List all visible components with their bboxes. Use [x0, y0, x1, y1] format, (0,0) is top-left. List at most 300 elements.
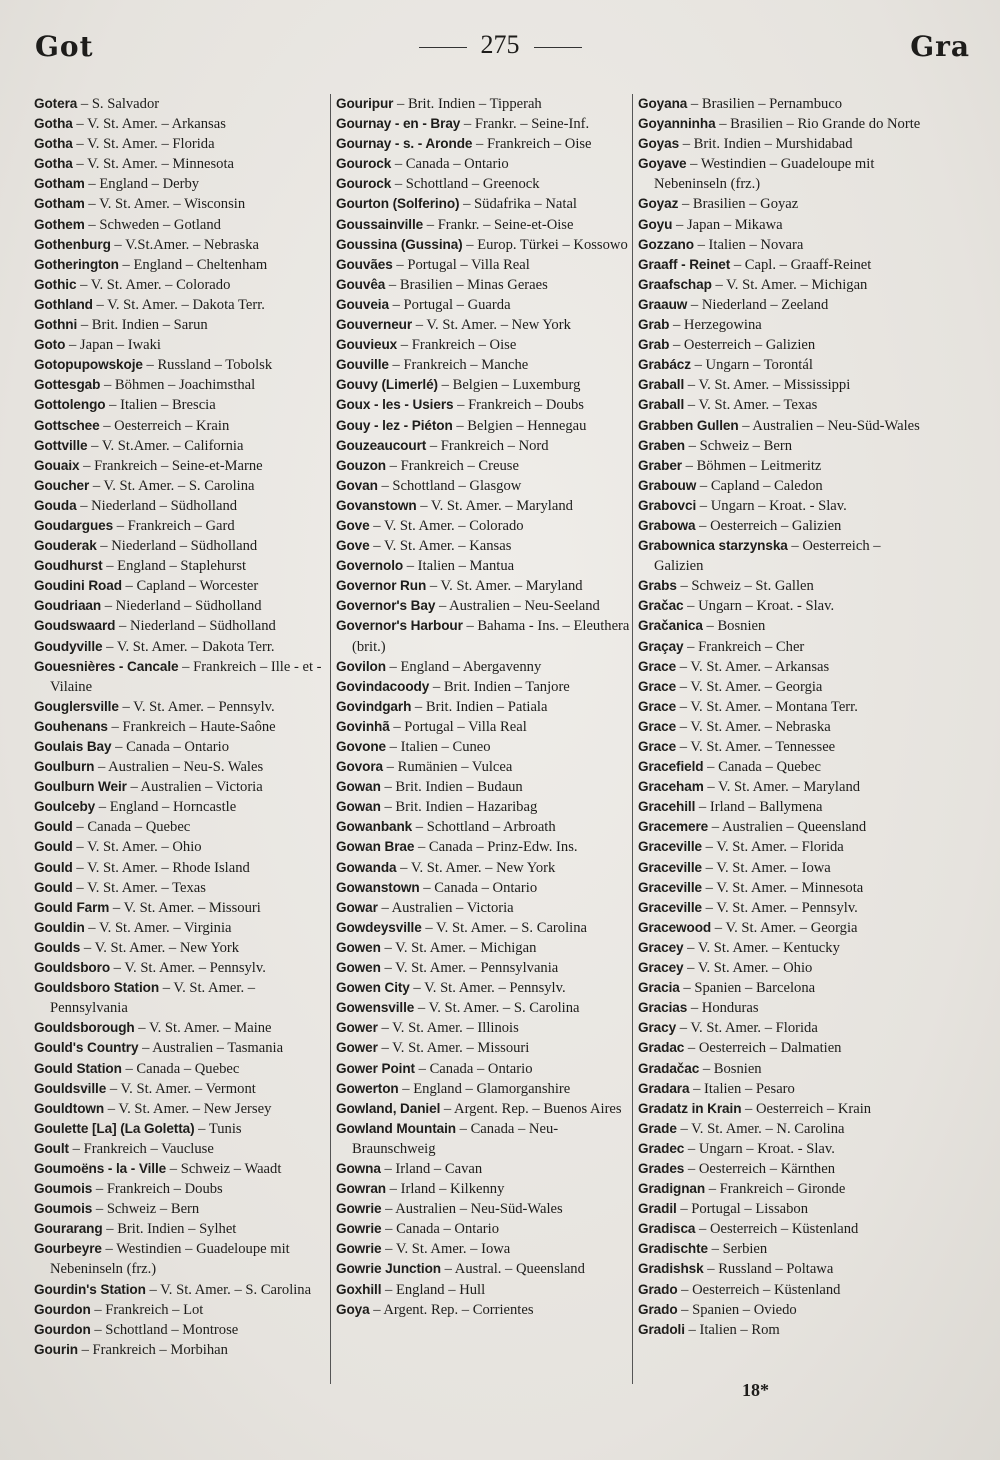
entry-location: – Oesterreich – Küstenland: [695, 1221, 859, 1238]
gazetteer-entry: [336, 315, 630, 335]
entry-headword: Gourdon: [34, 1321, 91, 1337]
entry-headword: Gourbeyre: [34, 1241, 102, 1257]
entry-headword: Gowen: [336, 960, 381, 976]
gazetteer-entry: [336, 958, 630, 978]
gazetteer-entry: [34, 637, 326, 657]
entry-headword: Gouvieux: [336, 337, 398, 353]
gazetteer-entry: [34, 1199, 326, 1219]
entry-headword: Gowan: [336, 799, 381, 815]
entry-headword: Goxhill: [336, 1281, 382, 1297]
entry-location: – V. St. Amer. – Florida: [676, 1020, 818, 1037]
gazetteer-entry: [34, 94, 326, 114]
entry-location: – Australien – Neu-Seeland: [435, 598, 600, 615]
entry-headword: Grab: [638, 337, 670, 353]
gazetteer-entry: [336, 215, 630, 235]
gazetteer-entry: [34, 978, 326, 1018]
entry-headword: Gracehill: [638, 799, 696, 815]
gazetteer-entry: [34, 898, 326, 918]
entry-location: – Böhmen – Joachimsthal: [100, 377, 256, 394]
entry-location: – V. St. Amer. – S. Carolina: [414, 1000, 580, 1017]
entry-location: – Frankreich – Oise: [472, 136, 592, 153]
gazetteer-entry: [336, 1119, 630, 1159]
entry-headword: Gowland Mountain: [336, 1120, 456, 1136]
entry-location: – Brasilien – Pernambuco: [687, 96, 843, 112]
entry-location: – V. St. Amer. – Michigan: [380, 939, 537, 956]
entry-location: – V. St. Amer. – Virginia: [84, 919, 232, 936]
gazetteer-entry: [638, 1320, 930, 1340]
entry-headword: Gottschee: [34, 417, 100, 433]
entry-location: – Schottland – Greenock: [391, 176, 540, 193]
entry-headword: Graceham: [638, 779, 704, 795]
entry-location: – Australien – Neu-S. Wales: [94, 759, 264, 776]
entry-headword: Gracefield: [638, 759, 704, 775]
entry-location: – V. St. Amer. – Pennsylv.: [702, 899, 858, 916]
entry-location: – Frankreich – Creuse: [386, 457, 519, 474]
entry-headword: Gourock: [336, 176, 392, 192]
entry-location: – England – Hull: [381, 1281, 486, 1298]
entry-headword: Gradoli: [638, 1321, 685, 1337]
gazetteer-entry: [34, 215, 326, 235]
entry-headword: Grace: [638, 678, 677, 694]
entry-location: – Niederland – Zeeland: [687, 296, 829, 313]
entry-headword: Goulds: [34, 939, 81, 955]
gazetteer-entry: [336, 1179, 630, 1199]
entry-headword: Gouaix: [34, 457, 80, 473]
entry-headword: Grace: [638, 658, 677, 674]
entry-location: – Honduras: [687, 1000, 759, 1017]
entry-headword: Goyave: [638, 156, 687, 172]
gazetteer-entry: [34, 1139, 326, 1159]
entry-headword: Gourton (Solferino): [336, 196, 460, 212]
signature-mark: 18*: [742, 1380, 769, 1400]
entry-headword: Gracy: [638, 1020, 677, 1036]
gazetteer-entry: [638, 797, 930, 817]
entry-headword: Gradačac: [638, 1060, 700, 1076]
entry-location: – V. St. Amer. – N. Carolina: [676, 1120, 845, 1137]
entry-location: – Spanien – Barcelona: [679, 980, 816, 997]
entry-location: – V. St. Amer. – New Jersey: [104, 1100, 272, 1117]
gazetteer-entry: [336, 355, 630, 375]
gazetteer-entry: [638, 315, 930, 335]
gazetteer-entry: [638, 416, 930, 436]
entry-headword: Gracey: [638, 960, 684, 976]
gazetteer-entry: [34, 1239, 326, 1279]
entry-location: – Serbien: [708, 1241, 768, 1258]
entry-location: – Irland – Kilkenny: [386, 1181, 505, 1198]
entry-headword: Goulburn Weir: [34, 779, 127, 795]
entry-location: – V. St. Amer. – S. Carolina: [145, 1281, 312, 1298]
entry-location: – Canada – Ontario: [391, 156, 509, 173]
entry-headword: Gouzon: [336, 457, 386, 473]
gazetteer-entry: [34, 1079, 326, 1099]
gazetteer-entry: [638, 1179, 930, 1199]
entry-location: – Brasilien – Goyaz: [678, 196, 799, 213]
gazetteer-entry: [34, 556, 326, 576]
entry-location: – Australien – Victoria: [377, 899, 514, 916]
entry-headword: Gozzano: [638, 236, 694, 252]
entry-headword: Gourin: [34, 1341, 78, 1357]
entry-headword: Goudargues: [34, 517, 114, 533]
entry-location: – V. St. Amer. – Maryland: [416, 497, 573, 514]
gazetteer-entry: [638, 1139, 930, 1159]
entry-location: – Canada – Quebec: [121, 1060, 240, 1077]
entry-location: – V. St. Amer. – Kansas: [369, 538, 512, 555]
entry-headword: Grades: [638, 1160, 685, 1176]
entry-location: – Bahama - Ins. – Eleuthera (brit.): [352, 618, 630, 655]
gazetteer-entry: [34, 436, 326, 456]
entry-headword: Goudriaan: [34, 598, 102, 614]
entry-headword: Grabownica starzynska: [638, 538, 788, 554]
gazetteer-entry: [336, 194, 630, 214]
gazetteer-entry: [336, 817, 630, 837]
gazetteer-entry: [34, 817, 326, 837]
entry-headword: Goto: [34, 337, 66, 353]
gazetteer-entry: [638, 1059, 930, 1079]
gazetteer-entry: [638, 395, 930, 415]
gazetteer-entry: [336, 898, 630, 918]
gazetteer-entry: [638, 516, 930, 536]
entry-headword: Gracia: [638, 980, 680, 996]
entry-headword: Goudswaard: [34, 618, 116, 634]
entry-headword: Grade: [638, 1120, 677, 1136]
gazetteer-entry: [336, 295, 630, 315]
entry-location: – Brasilien – Minas Geraes: [385, 276, 548, 293]
entry-headword: Gradatz in Krain: [638, 1100, 742, 1116]
entry-location: – Oesterreich – Küstenland: [677, 1281, 841, 1298]
entry-location: – Brit. Indien – Sarun: [77, 317, 208, 334]
entry-location: – Böhmen – Leitmeritz: [681, 457, 822, 474]
entry-headword: Gracey: [638, 939, 684, 955]
entry-location: – Portugal – Villa Real: [389, 718, 527, 735]
entry-location: – Frankreich – Nord: [426, 437, 549, 454]
entry-location: – Frankreich – Manche: [388, 357, 529, 374]
entry-location: – Frankreich – Gironde: [705, 1181, 846, 1198]
entry-headword: Graceville: [638, 859, 702, 875]
gazetteer-entry: [336, 1199, 630, 1219]
entry-location: – Frankreich – Doubs: [453, 397, 584, 414]
entry-headword: Gradil: [638, 1201, 677, 1217]
entry-headword: Gothenburg: [34, 236, 111, 252]
entry-headword: Gouripur: [336, 96, 394, 111]
entry-location: – Australien – Neu-Süd-Wales: [381, 1201, 563, 1218]
entry-location: – V. St. Amer. – Nebraska: [676, 718, 831, 735]
gazetteer-entry: [336, 717, 630, 737]
gazetteer-entry: [34, 918, 326, 938]
gazetteer-entry: [638, 355, 930, 375]
entry-headword: Gowrie Junction: [336, 1261, 441, 1277]
entry-location: – Russland – Tobolsk: [142, 357, 273, 374]
gazetteer-entry: [34, 1038, 326, 1058]
entry-location: – Schweden – Gotland: [84, 216, 221, 233]
entry-location: – Japan – Iwaki: [65, 337, 161, 354]
gazetteer-entry: [336, 616, 630, 656]
gazetteer-entry: [336, 878, 630, 898]
entry-headword: Gothic: [34, 276, 77, 292]
entry-headword: Gourdin's Station: [34, 1281, 146, 1297]
entry-location: – Schweiz – Bern: [685, 437, 792, 454]
gazetteer-entry: [638, 1038, 930, 1058]
entry-headword: Gower: [336, 1020, 378, 1036]
entry-headword: Grabowa: [638, 517, 696, 533]
gazetteer-entry: [34, 797, 326, 817]
entry-location: – Schottland – Glasgow: [377, 477, 522, 494]
entry-location: – Schottland – Montrose: [90, 1321, 239, 1338]
entry-location: – Brit. Indien – Budaun: [380, 779, 523, 796]
entry-headword: Gowen City: [336, 980, 410, 996]
entry-location: – Italien – Brescia: [105, 397, 216, 414]
column-divider-2: [632, 94, 633, 1384]
entry-headword: Gould: [34, 839, 73, 855]
entry-location: – V. St. Amer. – Texas: [684, 397, 818, 414]
entry-location: – Canada – Quebec: [72, 819, 191, 836]
entry-location: – Rumänien – Vulcea: [383, 759, 513, 776]
entry-location: – V. St. Amer. – Ohio: [72, 839, 202, 856]
entry-headword: Goumois: [34, 1201, 93, 1217]
gazetteer-entry: [34, 1280, 326, 1300]
gazetteer-entry: [34, 375, 326, 395]
entry-location: – Frankr. – Seine-Inf.: [460, 116, 590, 133]
entry-location: – Australien – Tasmania: [138, 1040, 284, 1057]
gazetteer-entry: [34, 777, 326, 797]
entry-location: – Herzegowina: [669, 317, 762, 334]
gazetteer-entry: [336, 174, 630, 194]
entry-headword: Gouvêa: [336, 276, 386, 292]
gazetteer-entry: [638, 898, 930, 918]
entry-location: – England – Staplehurst: [102, 558, 247, 575]
gazetteer-entry: [336, 456, 630, 476]
entry-location: – Frankreich – Lot: [90, 1301, 204, 1318]
entry-location: – England – Horncastle: [95, 799, 237, 816]
entry-headword: Gowrie: [336, 1241, 382, 1257]
entry-headword: Graceville: [638, 839, 702, 855]
gazetteer-entry: [34, 878, 326, 898]
entry-headword: Graçay: [638, 638, 684, 654]
column-2: [336, 94, 630, 1320]
entry-headword: Graball: [638, 377, 685, 393]
entry-location: – Schweiz – Waadt: [166, 1160, 282, 1177]
entry-location: – Frankreich – Seine-et-Marne: [79, 457, 263, 474]
gazetteer-entry: [34, 737, 326, 757]
entry-location: – Italien – Cuneo: [386, 739, 491, 755]
gazetteer-entry: [638, 737, 930, 757]
gazetteer-entry: [638, 194, 930, 214]
entry-headword: Govone: [336, 739, 387, 754]
entry-location: – Brit. Indien – Patiala: [411, 698, 548, 715]
gazetteer-entry: [638, 978, 930, 998]
entry-headword: Gowland, Daniel: [336, 1100, 441, 1116]
entry-headword: Gotherington: [34, 256, 119, 272]
gazetteer-entry: [638, 275, 930, 295]
gazetteer-entry: [34, 295, 326, 315]
gazetteer-entry: [638, 757, 930, 777]
gazetteer-entry: [34, 476, 326, 496]
entry-headword: Gove: [336, 517, 370, 533]
entry-headword: Gotham: [34, 176, 85, 192]
entry-location: – Ungarn – Torontál: [690, 357, 813, 374]
entry-headword: Govan: [336, 477, 378, 493]
gazetteer-entry: [638, 596, 930, 616]
entry-headword: Gothni: [34, 317, 78, 333]
gazetteer-entry: [638, 817, 930, 837]
entry-headword: Gouldsboro: [34, 960, 111, 976]
entry-headword: Gouldsboro Station: [34, 980, 160, 996]
gazetteer-entry: [336, 556, 630, 576]
entry-headword: Gračac: [638, 598, 684, 614]
entry-location: – Irland – Cavan: [380, 1160, 483, 1177]
entry-headword: Goyu: [638, 216, 673, 232]
entry-location: – Niederland – Südholland: [76, 497, 238, 514]
page-number-block: [0, 30, 1000, 60]
entry-location: – V. St. Amer. – Iowa: [381, 1241, 511, 1258]
entry-headword: Gowrie: [336, 1201, 382, 1217]
entry-location: – V. St. Amer. – Missouri: [377, 1040, 530, 1057]
entry-location: – Tunis: [194, 1120, 242, 1137]
entry-headword: Govinhã: [336, 718, 390, 734]
gazetteer-entry: [34, 335, 326, 355]
entry-location: – V. St. Amer. – New York: [80, 939, 240, 956]
gazetteer-entry: [336, 1300, 630, 1320]
gazetteer-entry: [336, 657, 630, 677]
entry-headword: Gothem: [34, 216, 85, 232]
gazetteer-entry: [336, 777, 630, 797]
entry-headword: Goulette [La] (La Goletta): [34, 1120, 195, 1136]
header-right-catchword: Gra: [910, 30, 970, 63]
gazetteer-entry: [638, 1219, 930, 1239]
gazetteer-entry: [336, 1018, 630, 1038]
entry-location: – Brasilien – Rio Grande do Norte: [715, 116, 921, 133]
entry-location: – V. St. Amer. – Wisconsin: [84, 196, 246, 213]
entry-location: – Argent. Rep. – Buenos Aires: [440, 1100, 622, 1117]
gazetteer-entry: [34, 154, 326, 174]
gazetteer-entry: [336, 1079, 630, 1099]
entry-location: – England – Glamorganshire: [398, 1080, 571, 1097]
entry-location: – Canada – Quebec: [703, 759, 822, 776]
entry-location: – Oesterreich – Galizien: [654, 538, 881, 575]
entry-headword: Gournay - en - Bray: [336, 116, 461, 132]
entry-headword: Graafschap: [638, 276, 712, 292]
entry-headword: Governor's Bay: [336, 598, 436, 614]
header-rule-left: [419, 47, 467, 48]
entry-location: – Capl. – Graaff-Reinet: [730, 256, 872, 273]
entry-location: – Schottland – Arbroath: [412, 819, 556, 836]
gazetteer-entry: [34, 596, 326, 616]
gazetteer-entry: [34, 255, 326, 275]
entry-location: – Belgien – Hennegau: [452, 417, 587, 434]
entry-headword: Gowna: [336, 1160, 381, 1176]
entry-location: – V. St. Amer. – S. Carolina: [89, 477, 255, 494]
gazetteer-entry: [336, 1239, 630, 1259]
entry-location: – Japan – Mikawa: [672, 216, 783, 233]
gazetteer-entry: [34, 1018, 326, 1038]
entry-location: – Schweiz – Bern: [92, 1201, 200, 1218]
gazetteer-entry: [638, 456, 930, 476]
entry-headword: Gouvães: [336, 256, 393, 272]
entry-location: – Australien – Queensland: [708, 819, 867, 836]
entry-location: – Australien – Victoria: [126, 779, 263, 796]
gazetteer-entry: [638, 1079, 930, 1099]
entry-headword: Gove: [336, 538, 370, 554]
entry-headword: Goumoëns - la - Ville: [34, 1160, 167, 1176]
gazetteer-entry: [34, 496, 326, 516]
gazetteer-entry: [638, 717, 930, 737]
entry-location: – Belgien – Luxemburg: [438, 377, 581, 394]
gazetteer-entry: [336, 235, 630, 255]
entry-headword: Goucher: [34, 477, 90, 493]
gazetteer-entry: [336, 978, 630, 998]
entry-location: – Russland – Poltawa: [703, 1261, 834, 1278]
entry-headword: Goudini Road: [34, 578, 122, 594]
gazetteer-entry: [336, 255, 630, 275]
entry-headword: Goulais Bay: [34, 739, 112, 754]
gazetteer-entry: [638, 215, 930, 235]
gazetteer-entry: [638, 576, 930, 596]
gazetteer-entry: [336, 134, 630, 154]
entry-location: – Canada – Ontario: [414, 1060, 533, 1077]
gazetteer-entry: [336, 516, 630, 536]
entry-location: – Ungarn – Kroat. - Slav.: [696, 497, 847, 514]
entry-headword: Gowanda: [336, 859, 397, 875]
entry-headword: Gotha: [34, 116, 73, 132]
gazetteer-entry: [638, 637, 930, 657]
entry-headword: Gowanstown: [336, 879, 420, 895]
entry-location: – Capland – Caledon: [696, 477, 823, 494]
entry-headword: Govindgarh: [336, 698, 412, 714]
gazetteer-entry: [34, 536, 326, 556]
entry-headword: Goulceby: [34, 799, 96, 815]
entry-location: – V. St. Amer. – Ohio: [683, 960, 813, 977]
entry-headword: Govindacoody: [336, 678, 430, 694]
entry-headword: Goya: [336, 1301, 370, 1317]
gazetteer-entry: [336, 335, 630, 355]
entry-headword: Goux - les - Usiers: [336, 397, 454, 413]
gazetteer-entry: [34, 697, 326, 717]
gazetteer-entry: [34, 1300, 326, 1320]
gazetteer-entry: [34, 1059, 326, 1079]
entry-headword: Gračanica: [638, 618, 703, 634]
entry-headword: Gradignan: [638, 1181, 706, 1197]
gazetteer-entry: [336, 938, 630, 958]
gazetteer-entry: [34, 757, 326, 777]
entry-location: – Capland – Worcester: [121, 578, 259, 595]
gazetteer-entry: [34, 516, 326, 536]
entry-location: – V.St.Amer. – Nebraska: [110, 236, 260, 253]
entry-headword: Gottville: [34, 437, 88, 453]
gazetteer-entry: [336, 998, 630, 1018]
entry-location: – Ungarn – Kroat. - Slav.: [683, 598, 835, 615]
entry-location: – Bosnien: [702, 618, 766, 635]
entry-location: – Oesterreich – Galizien: [695, 517, 842, 534]
entry-location: – Brit. Indien – Hazaribag: [380, 799, 538, 816]
gazetteer-entry: [638, 677, 930, 697]
entry-location: – V. St. Amer. – Minnesota: [72, 156, 235, 173]
gazetteer-entry: [638, 998, 930, 1018]
gazetteer-entry: [34, 395, 326, 415]
entry-location: – Brit. Indien – Murshidabad: [679, 136, 853, 153]
gazetteer-entry: [336, 154, 630, 174]
entry-location: – V. St. Amer. – Texas: [72, 879, 206, 896]
entry-location: – V. St. Amer. – Florida: [72, 136, 215, 153]
entry-headword: Graball: [638, 397, 685, 413]
column-1: [34, 94, 326, 1360]
entry-headword: Gouglersville: [34, 698, 119, 714]
entry-headword: Graceville: [638, 879, 702, 895]
entry-headword: Graaff - Reinet: [638, 256, 731, 272]
entry-location: – V. St. Amer. – Vermont: [106, 1080, 256, 1097]
entry-headword: Gower Point: [336, 1060, 415, 1076]
entry-headword: Grabben Gullen: [638, 417, 739, 433]
entry-location: – Oesterreich – Krain: [741, 1100, 872, 1117]
entry-headword: Grabovci: [638, 497, 697, 513]
